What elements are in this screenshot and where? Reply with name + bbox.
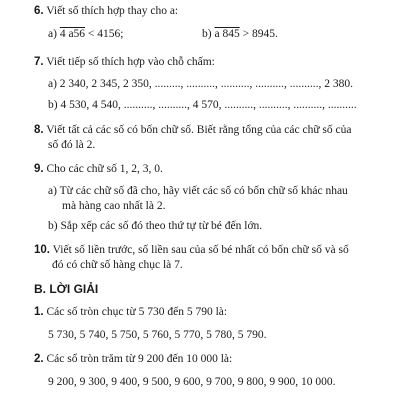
question-10-continued: đó có chữ số hàng chục là 7. xyxy=(52,259,183,271)
part-label: a) xyxy=(48,28,57,40)
question-6-part-a xyxy=(48,27,123,41)
answer-number: 1. xyxy=(34,306,44,318)
question-number: 7. xyxy=(34,56,44,68)
answer-number: 2. xyxy=(34,353,44,365)
answer-2 xyxy=(34,352,232,366)
part-label: b) xyxy=(202,28,212,40)
question-7 xyxy=(34,55,215,69)
question-text: Viết số thích hợp thay cho a: xyxy=(46,5,179,17)
question-number: 9. xyxy=(34,163,44,175)
question-text: Cho các chữ số 1, 2, 3, 0. xyxy=(46,163,163,175)
question-number: 6. xyxy=(34,5,44,17)
question-6-part-b xyxy=(202,27,278,41)
question-8 xyxy=(34,123,352,137)
section-heading: B. LỜI GIẢI xyxy=(34,282,99,296)
question-number: 8. xyxy=(34,124,44,136)
overlined-number: 4 a56 xyxy=(59,28,86,40)
question-text: Viết số liền trước, số liền sau của số bé nhất có bốn chữ số và số xyxy=(52,244,349,256)
question-text: Viết tiếp số thích hợp vào chỗ chấm: xyxy=(46,56,215,68)
answer-2-values: 9 200, 9 300, 9 400, 9 500, 9 600, 9 700, 9 800, 9 900, 10 000. xyxy=(48,376,336,388)
answer-text: Các số tròn trăm từ 9 200 đến 10 000 là: xyxy=(46,353,233,365)
question-number: 10. xyxy=(34,244,50,256)
answer-text: Các số tròn chục từ 5 730 đến 5 790 là: xyxy=(46,306,228,318)
answer-1-values: 5 730, 5 740, 5 750, 5 760, 5 770, 5 780, 5 790. xyxy=(48,329,267,341)
inequality: > 8945. xyxy=(239,28,278,40)
question-6 xyxy=(34,4,178,18)
question-7-part-a: a) 2 340, 2 345, 2 350, ........., .........., .........., .........., .........., 2 380. xyxy=(48,78,354,90)
answer-1 xyxy=(34,305,227,319)
overlined-number: a 845 xyxy=(214,28,240,40)
question-9-part-a-continued: mà hàng cao nhất là 2. xyxy=(62,200,166,212)
question-9-part-a: a) Từ các chữ số đã cho, hãy viết các số có bốn chữ số khác nhau xyxy=(48,185,348,197)
question-text: Viết tất cả các số có bốn chữ số. Biết rằng tổng của các chữ số của xyxy=(46,124,352,136)
question-9 xyxy=(34,162,163,176)
question-8-continued: số đó là 2. xyxy=(48,139,96,151)
question-7-part-b: b) 4 530, 4 540, .........., .........., 4 570, .........., .........., .........., .......... xyxy=(48,99,357,111)
question-10 xyxy=(34,243,349,257)
question-9-part-b: b) Sắp xếp các số đó theo thứ tự từ bé đến lớn. xyxy=(48,220,263,232)
inequality: < 4156; xyxy=(85,28,124,40)
